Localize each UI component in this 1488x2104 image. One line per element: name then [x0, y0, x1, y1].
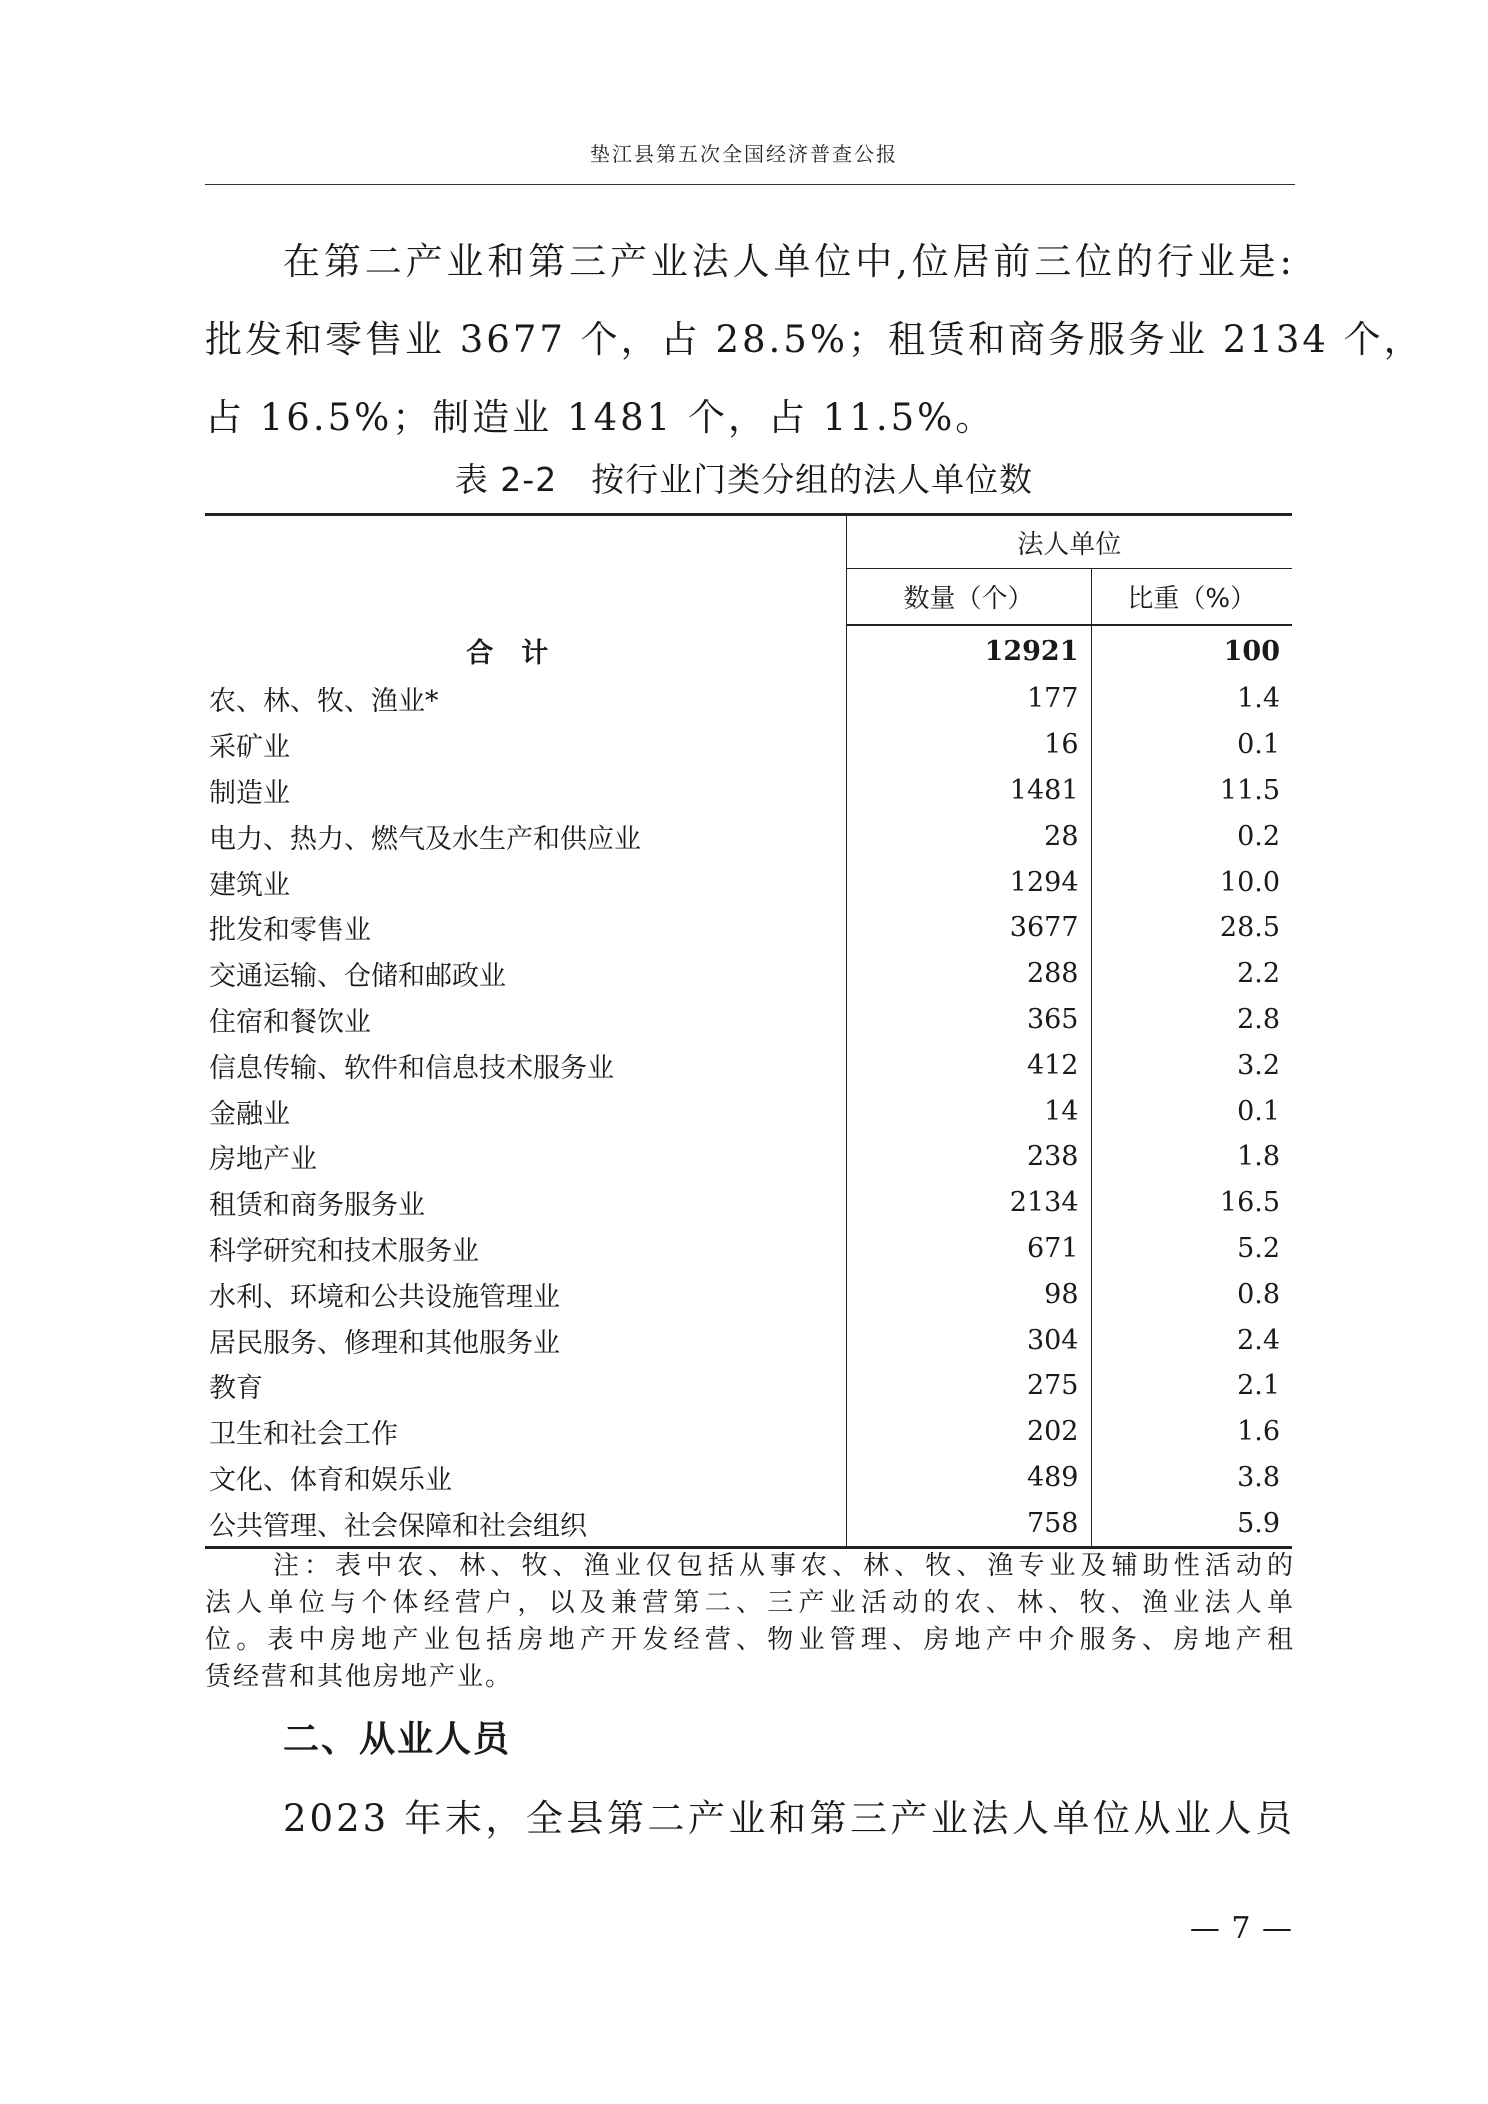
table-row: [205, 1409, 1292, 1455]
note-line: 赁经营和其他房地产业。: [205, 1662, 514, 1692]
unit-count: 28: [846, 813, 1091, 859]
share-column-header: 比重（%）: [1091, 569, 1292, 626]
unit-share: 11.5: [1091, 768, 1292, 814]
unit-count: 275: [846, 1363, 1091, 1409]
industry-name: 租赁和商务服务业: [209, 1190, 425, 1222]
unit-count: 489: [846, 1455, 1091, 1501]
note-line: 法人单位与个体经营户，以及兼营第二、三产业活动的农、林、牧、渔业法人单: [205, 1588, 1295, 1618]
unit-count: 98: [846, 1271, 1091, 1317]
intro-line: 批发和零售业 3677 个，占 28.5%；租赁和商务服务业 2134 个，: [205, 318, 1424, 361]
unit-share: 2.1: [1091, 1363, 1292, 1409]
unit-share: 2.8: [1091, 997, 1292, 1043]
table-title: 表 2-2 按行业门类分组的法人单位数: [454, 460, 1034, 499]
unit-count: 758: [846, 1500, 1091, 1547]
table-note: [205, 1548, 1295, 1696]
unit-count: 2134: [846, 1180, 1091, 1226]
total-count: 12921: [846, 625, 1091, 676]
unit-count: 304: [846, 1317, 1091, 1363]
table-row: [205, 1363, 1292, 1409]
industry-name: 住宿和餐饮业: [209, 1006, 371, 1038]
unit-share: 5.2: [1091, 1226, 1292, 1272]
table-row: [205, 859, 1292, 905]
industry-name: 交通运输、仓储和邮政业: [209, 961, 506, 993]
unit-share: 1.8: [1091, 1134, 1292, 1180]
table-row: [205, 905, 1292, 951]
table-row: [205, 1317, 1292, 1363]
table-row: [205, 1180, 1292, 1226]
table-row: [205, 1226, 1292, 1272]
total-row: [205, 625, 1292, 676]
header-blank-cell: [205, 515, 846, 626]
industry-name: 科学研究和技术服务业: [209, 1235, 479, 1267]
industry-name: 卫生和社会工作: [209, 1419, 398, 1451]
table-row: [205, 813, 1292, 859]
industry-name: 水利、环境和公共设施管理业: [209, 1281, 560, 1313]
unit-count: 202: [846, 1409, 1091, 1455]
table-row: [205, 1271, 1292, 1317]
unit-count: 1294: [846, 859, 1091, 905]
table-row: [205, 722, 1292, 768]
table-row: [205, 1500, 1292, 1547]
industry-name: 金融业: [209, 1098, 290, 1130]
unit-count: 238: [846, 1134, 1091, 1180]
table-row: [205, 997, 1292, 1043]
table-row: [205, 1088, 1292, 1134]
unit-count: 14: [846, 1088, 1091, 1134]
unit-share: 0.1: [1091, 1088, 1292, 1134]
page-number: — 7 —: [1189, 1911, 1293, 1946]
unit-share: 28.5: [1091, 905, 1292, 951]
intro-line: 在第二产业和第三产业法人单位中,位居前三位的行业是:: [283, 240, 1295, 283]
unit-share: 1.6: [1091, 1409, 1292, 1455]
industry-name: 电力、热力、燃气及水生产和供应业: [209, 823, 641, 855]
unit-count: 365: [846, 997, 1091, 1043]
industry-name: 建筑业: [209, 869, 290, 901]
unit-share: 2.4: [1091, 1317, 1292, 1363]
unit-count: 412: [846, 1042, 1091, 1088]
unit-share: 5.9: [1091, 1500, 1292, 1547]
table-row: [205, 1455, 1292, 1501]
unit-count: 3677: [846, 905, 1091, 951]
unit-share: 2.2: [1091, 951, 1292, 997]
unit-count: 16: [846, 722, 1091, 768]
industry-name: 农、林、牧、渔业*: [209, 686, 439, 718]
intro-line: 占 16.5%；制造业 1481 个，占 11.5%。: [205, 396, 996, 439]
running-header: 垫江县第五次全国经济普查公报: [590, 142, 898, 166]
industry-name: 房地产业: [209, 1144, 317, 1176]
table-row: [205, 768, 1292, 814]
unit-share: 1.4: [1091, 676, 1292, 722]
unit-count: 288: [846, 951, 1091, 997]
industry-name: 制造业: [209, 777, 290, 809]
table-row: [205, 1134, 1292, 1180]
industry-name: 批发和零售业: [209, 915, 371, 947]
unit-count: 1481: [846, 768, 1091, 814]
total-share: 100: [1091, 625, 1292, 676]
unit-share: 3.2: [1091, 1042, 1292, 1088]
legal-units-table: [205, 513, 1292, 1549]
count-column-header: 数量（个）: [846, 569, 1091, 626]
unit-count: 671: [846, 1226, 1091, 1272]
unit-count: 177: [846, 676, 1091, 722]
unit-share: 16.5: [1091, 1180, 1292, 1226]
unit-share: 0.1: [1091, 722, 1292, 768]
unit-share: 0.2: [1091, 813, 1292, 859]
header-rule: [205, 184, 1295, 185]
unit-share: 10.0: [1091, 859, 1292, 905]
unit-share: 3.8: [1091, 1455, 1292, 1501]
section-heading: 二、从业人员: [283, 1719, 512, 1760]
note-line: 注：表中农、林、牧、渔业仅包括从事农、林、牧、渔专业及辅助性活动的: [273, 1551, 1295, 1581]
table-row: [205, 1042, 1292, 1088]
unit-share: 0.8: [1091, 1271, 1292, 1317]
note-line: 位。表中房地产业包括房地产开发经营、物业管理、房地产中介服务、房地产租: [205, 1625, 1295, 1655]
industry-name: 文化、体育和娱乐业: [209, 1464, 452, 1496]
intro-paragraph: [205, 223, 1424, 457]
table-row: [205, 951, 1292, 997]
industry-name: 信息传输、软件和信息技术服务业: [209, 1052, 614, 1084]
body-line: 2023 年末，全县第二产业和第三产业法人单位从业人员: [283, 1797, 1295, 1840]
body-paragraph: [205, 1780, 1295, 1858]
industry-name: 采矿业: [209, 732, 290, 764]
group-header: 法人单位: [846, 515, 1292, 569]
table-row: [205, 676, 1292, 722]
industry-name: 居民服务、修理和其他服务业: [209, 1327, 560, 1359]
industry-name: 公共管理、社会保障和社会组织: [205, 1500, 846, 1547]
industry-name: 教育: [209, 1373, 263, 1405]
total-label: 合计: [466, 638, 577, 669]
